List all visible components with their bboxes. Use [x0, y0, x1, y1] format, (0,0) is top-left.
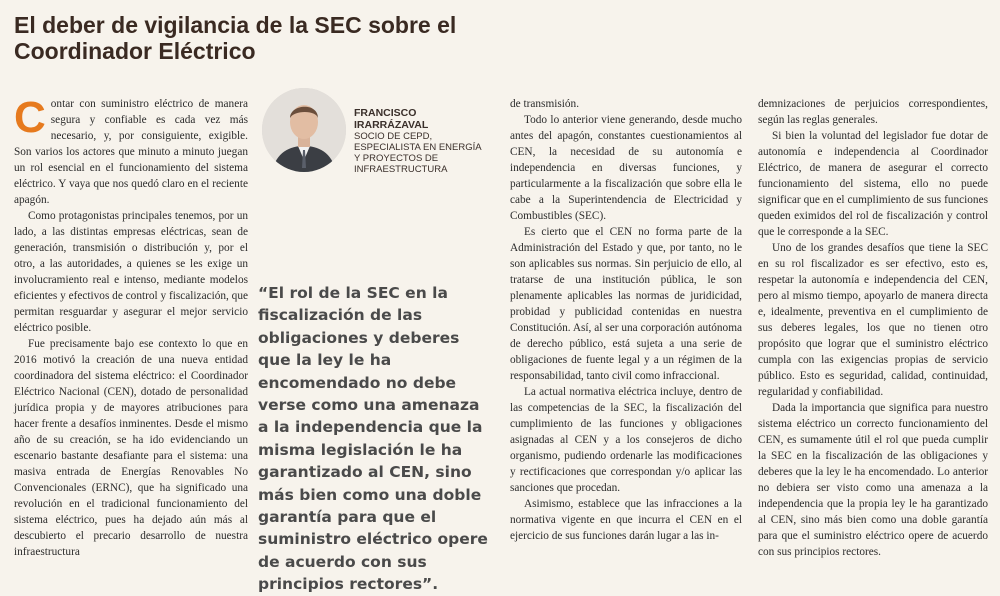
paragraph: Es cierto que el CEN no forma parte de la Administración del Estado y que, por tanto, no le son aplicables sus normas. Sin perjuicio de ello, al tratarse de una institución pública, le son plenamente aplicables las normas de juridicidad, probidad y publicidad contenidas en nuestra Constitución. Así, al ser una corporación autónoma de derecho público, está sujeta a una serie de obligaciones de fuente legal y a un régimen de la responsabilidad, tanto civil como infraccional.: [510, 226, 742, 382]
article-headline: El deber de vigilancia de la SEC sobre el Coordinador Eléctrico: [14, 12, 457, 64]
paragraph: Uno de los grandes desafíos que tiene la SEC en su rol fiscalizador es ser efectivo, esto es, respetar la autonomía e independencia del CEN, pero al mismo tiempo, apoyarlo de manera directa e, idealmente, preventiva en el cumplimiento de sus deberes legales, los que no tienen otro propósito que lograr que el suministro eléctrico cumpla con las exigencias propias de servicio público. Esto es seguridad, calidad, continuidad, regularidad y confiabilidad.: [758, 242, 988, 398]
paragraph: Si bien la voluntad del legislador fue dotar de autonomía e independencia al Coordinador Eléctrico, de manera de asegurar el correcto funcionamiento del sistema, ello no puede significar que en el cumplimiento de sus funciones queden eximidos del rol de fiscalización y control que le corresponde a la SEC.: [758, 130, 988, 238]
author-name: FRANCISCO IRARRÁZAVAL: [354, 107, 429, 131]
article-column-2: [510, 96, 742, 544]
paragraph: Todo lo anterior viene generando, desde mucho antes del apagón, constantes cuestionamientos al CEN, la necesidad de su autonomía e independencia en diversas funciones, y particularmente a la fiscalización que sobre ella le cabe a la Superintendencia de Electricidad y Combustibles (SEC).: [510, 114, 742, 222]
author-photo-image: [262, 88, 346, 172]
paragraph: demnizaciones de perjuicios correspondientes, según las reglas generales.: [758, 98, 988, 126]
paragraph: Como protagonistas principales tenemos, por un lado, a las distintas empresas eléctricas, sean de generación, transmisión o distribución y, por el otro, a las autoridades, a quienes se les exige un involucramiento real e intenso, mediante modelos eficientes y efectivos de control y fiscalización, que permitan resguardar y asegurar el mejor servicio eléctrico posible.: [14, 210, 248, 334]
author-role: SOCIO DE CEPD, ESPECIALISTA EN ENERGÍA Y PROYECTOS DE INFRAESTRUCTURA: [354, 131, 482, 175]
paragraph: Fue precisamente bajo ese contexto lo que en 2016 motivó la creación de una nueva entidad coordinadora del sistema eléctrico: el Coordinador Eléctrico Nacional (CEN), dotado de personalidad jurídica propia y de mayores atribuciones para hacer frente a desafíos inminentes. Desde el mismo año de su creación, se ha ido evidenciando un escenario bastante desafiante para el sistema: una masiva entrada de Energías Renovables No Convencionales (ERNC), que ha significado una revolución en el tradicional funcionamiento del sistema eléctrico, pues ha dejado aún más al descubierto el precario desarrollo de nuestra infraestructura: [14, 338, 248, 558]
paragraph: Asimismo, establece que las infracciones a la normativa vigente en que incurra el CEN en el ejercicio de sus funciones darán lugar a las in-: [510, 498, 742, 542]
drop-cap: C: [14, 93, 46, 142]
paragraph: Dada la importancia que significa para nuestro sistema eléctrico un correcto funcionamiento del CEN, es sumamente útil el rol que pueda cumplir la SEC en la fiscalización de las obligaciones y deberes que la ley le ha encomendado. Lo anterior no debiera ser visto como una amenaza a la independencia que la propia ley le ha garantizado al CEN, sino más bien como una doble garantía para que el suministro eléctrico opere de acuerdo con sus principios rectores.: [758, 402, 988, 558]
paragraph: de transmisión.: [510, 98, 580, 110]
paragraph-text: ontar con suministro eléctrico de manera segura y confiable es cada vez más necesario, y, por consiguiente, exigible. Son varios los actores que minuto a minuto juegan un rol esencial en el funcionamiento del sistema eléctrico. Y vaya que nos quedó claro en el reciente apagón.: [14, 98, 248, 206]
article-column-1: [14, 93, 248, 560]
author-photo: [262, 88, 346, 172]
paragraph: [14, 93, 248, 208]
pull-quote: “El rol de la SEC en la fiscalización de las obligaciones y deberes que la ley le ha encomendado no debe verse como una amenaza a la independencia que la misma legislación le ha garantizado al CEN, sino más bien como una doble garantía para que el suministro eléctrico opere de acuerdo con sus principios rectores”.: [258, 284, 488, 594]
article-column-3: [758, 96, 988, 560]
paragraph: La actual normativa eléctrica incluye, dentro de las competencias de la SEC, la fiscalización del cumplimiento de las funciones y obligaciones asignadas al CEN y a los consejeros de dicho organismo, pudiendo ordenarle las modificaciones y rectificaciones que correspondan y/o aplicar las sanciones que procedan.: [510, 386, 742, 494]
author-byline: [354, 107, 484, 175]
